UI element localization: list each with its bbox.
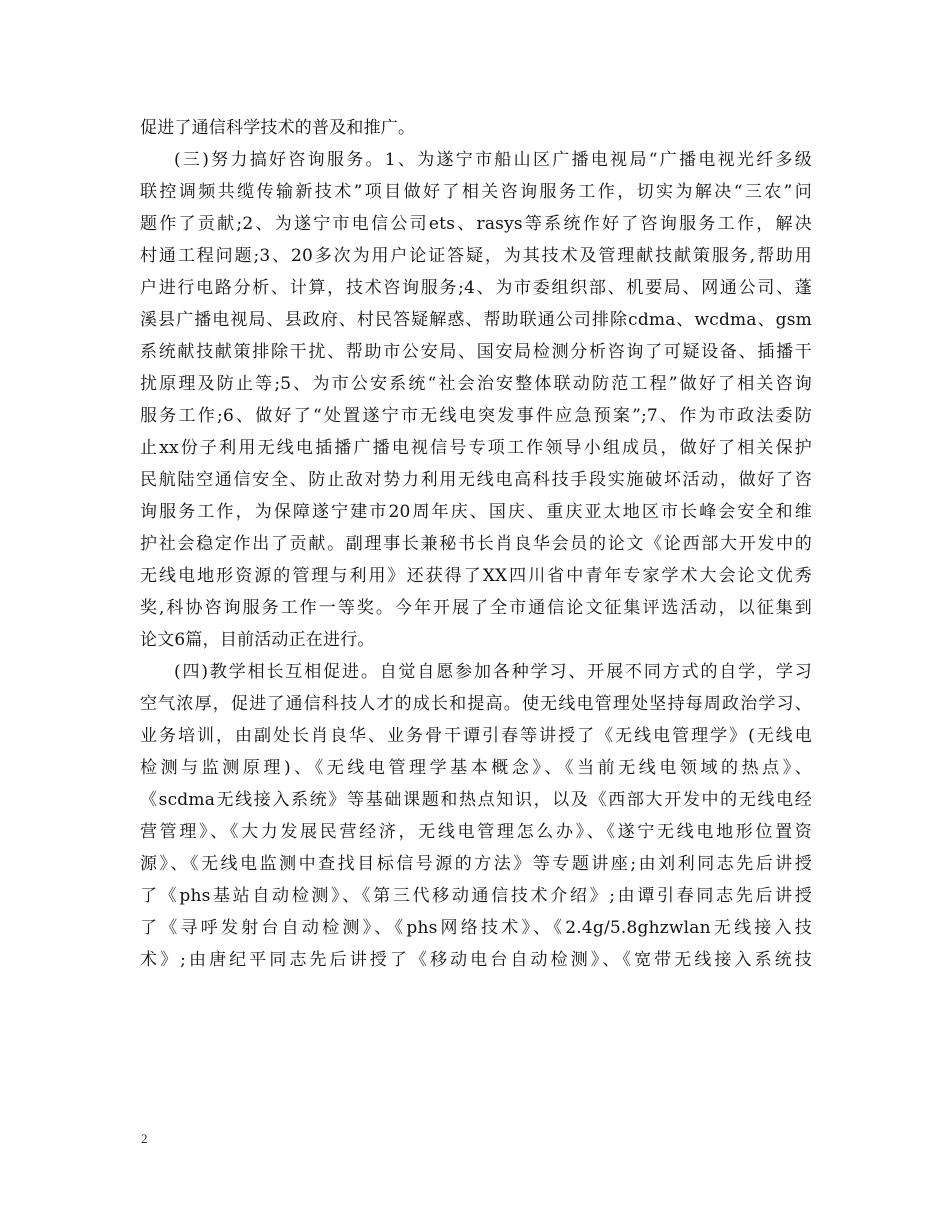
text-line: 论文6篇，目前活动正在进行。 (140, 630, 375, 650)
text-line: 系统献技献策排除干扰、帮助市公安局、国安局检测分析咨询了可疑设备、插播干 (140, 342, 812, 362)
text-line: 了《寻呼发射台自动检测》、《phs网络技术》、《2.4g/5.8ghzwlan无线接入技 (140, 918, 812, 938)
paragraph-start-line: (四)教学相长互相促进。自觉自愿参加各种学习、开展不同方式的自学，学习 (174, 662, 812, 682)
text-line: 无线电地形资源的管理与利用》还获得了XX四川省中青年专家学术大会论文优秀 (140, 566, 812, 586)
text-line: 业务培训，由副处长肖良华、业务骨干谭引春等讲授了《无线电管理学》(无线电 (140, 726, 812, 746)
text-line: 询服务工作，为保障遂宁建市20周年庆、国庆、重庆亚太地区市长峰会安全和维 (140, 502, 812, 522)
text-line: 止xx份子利用无线电插播广播电视信号专项工作领导小组成员，做好了相关保护 (140, 438, 812, 458)
text-line: 奖,科协咨询服务工作一等奖。今年开展了全市通信论文征集评选活动，以征集到 (140, 598, 812, 618)
body-text (140, 112, 812, 976)
text-line: 《scdma无线接入系统》等基础课题和热点知识，以及《西部大开发中的无线电经 (140, 790, 812, 810)
text-line: 民航陆空通信安全、防止敌对势力利用无线电高科技手段实施破坏活动，做好了咨 (140, 470, 812, 490)
text-line: 检测与监测原理)、《无线电管理学基本概念》、《当前无线电领域的热点》、 (140, 758, 812, 778)
text-line: 户进行电路分析、计算，技术咨询服务;4、为市委组织部、机要局、网通公司、蓬 (140, 278, 812, 298)
text-line: 联控调频共缆传输新技术”项目做好了相关咨询服务工作，切实为解决“三农”问 (140, 182, 812, 202)
text-line: 扰原理及防止等;5、为市公安系统“社会治安整体联动防范工程”做好了相关咨询 (140, 374, 812, 394)
text-line: 护社会稳定作出了贡献。副理事长兼秘书长肖良华会员的论文《论西部大开发中的 (140, 534, 812, 554)
text-line: 促进了通信科学技术的普及和推广。 (140, 118, 416, 138)
text-line: 营管理》、《大力发展民营经济，无线电管理怎么办》、《遂宁无线电地形位置资 (140, 822, 812, 842)
page-number: 2 (141, 1131, 148, 1146)
text-line: 溪县广播电视局、县政府、村民答疑解惑、帮助联通公司排除cdma、wcdma、gsm (140, 310, 812, 330)
paragraph-start-line: (三)努力搞好咨询服务。1、为遂宁市船山区广播电视局“广播电视光纤多级 (174, 150, 812, 170)
text-line: 服务工作;6、做好了“处置遂宁市无线电突发事件应急预案”;7、作为市政法委防 (140, 406, 812, 426)
text-line: 空气浓厚，促进了通信科技人才的成长和提高。使无线电管理处坚持每周政治学习、 (140, 694, 812, 714)
text-line: 了《phs基站自动检测》、《第三代移动通信技术介绍》;由谭引春同志先后讲授 (140, 886, 812, 906)
text-line: 题作了贡献;2、为遂宁市电信公司ets、rasys等系统作好了咨询服务工作，解决 (140, 214, 812, 234)
text-line: 术》;由唐纪平同志先后讲授了《移动电台自动检测》、《宽带无线接入系统技 (140, 950, 812, 970)
text-line: 源》、《无线电监测中查找目标信号源的方法》等专题讲座;由刘利同志先后讲授 (140, 854, 812, 874)
text-line: 村通工程问题;3、20多次为用户论证答疑，为其技术及管理献技献策服务,帮助用 (140, 246, 812, 266)
